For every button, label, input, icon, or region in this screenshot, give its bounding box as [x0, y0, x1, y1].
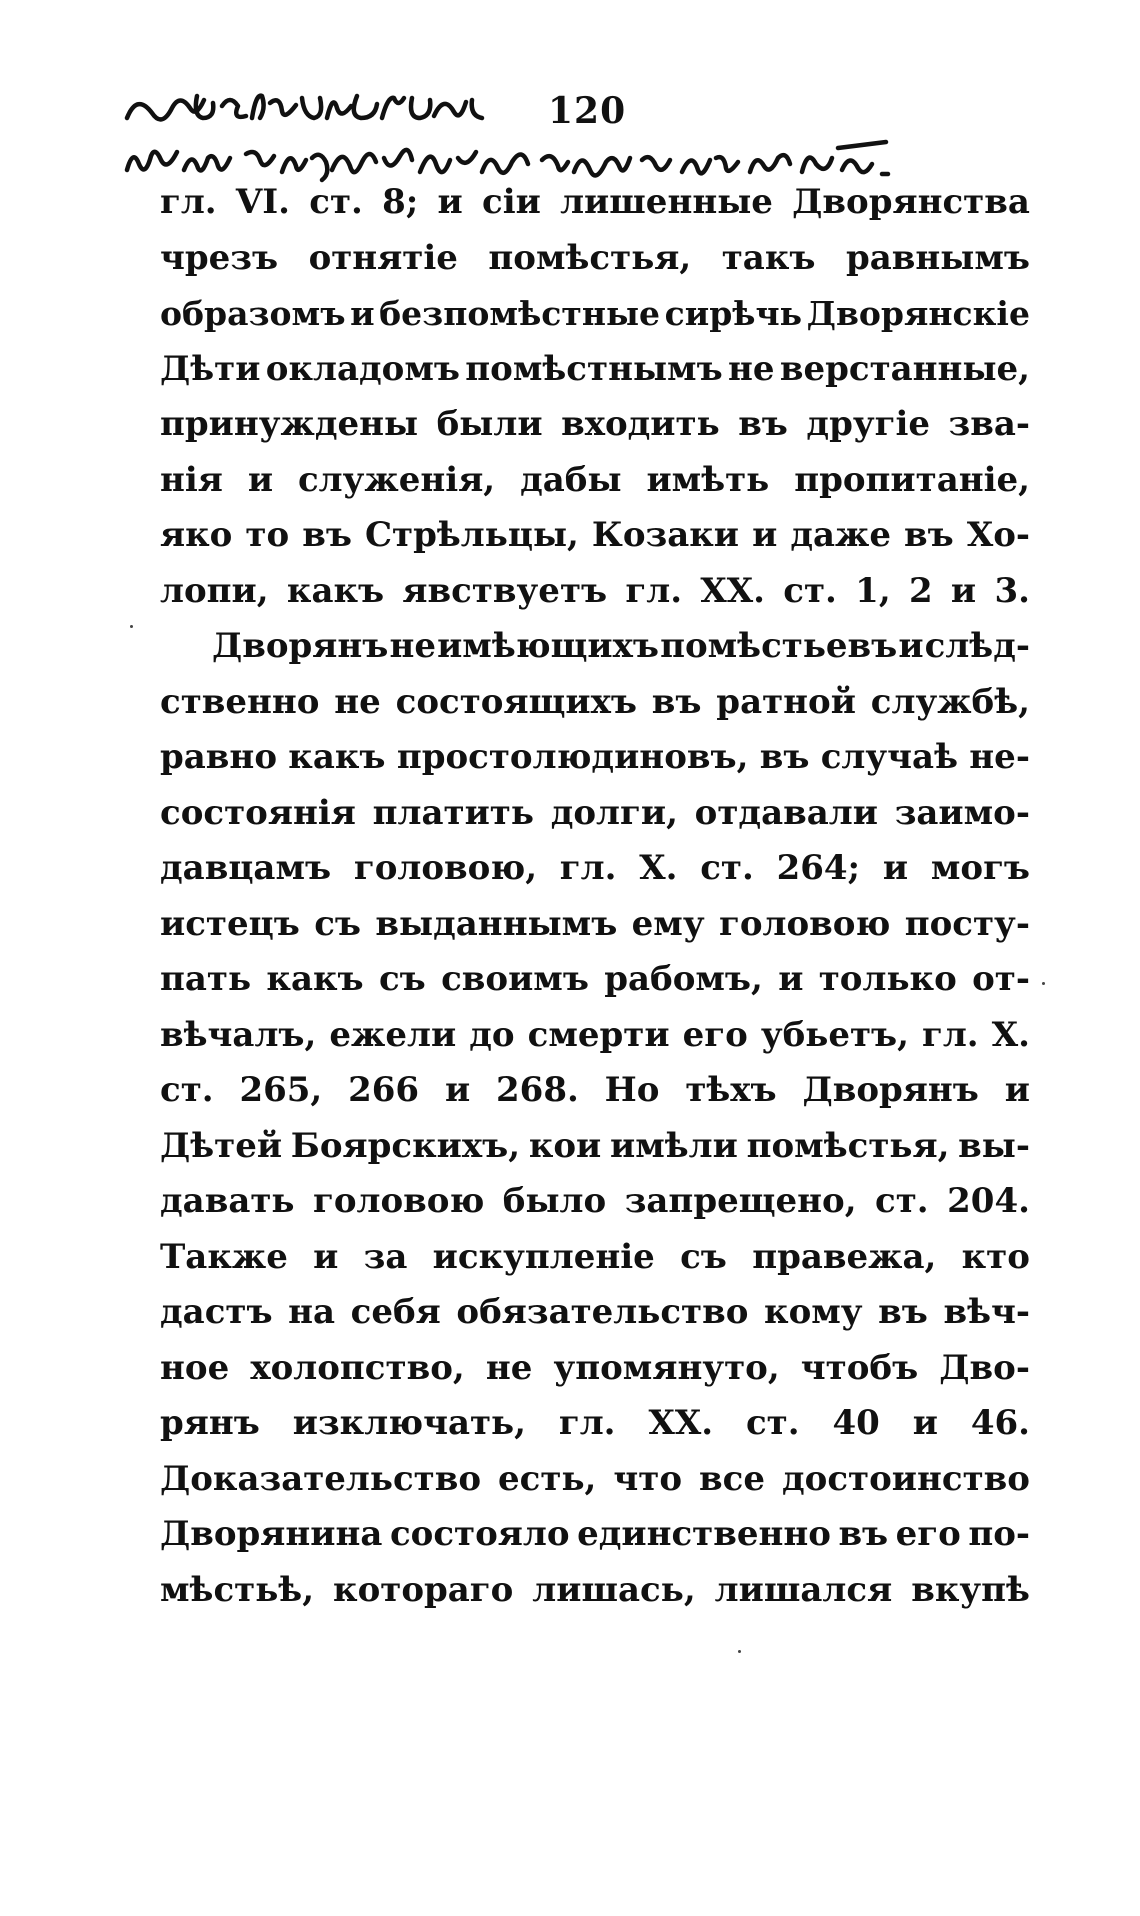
page-number: 120: [548, 90, 627, 132]
text-line: Дѣти окладомъ помѣстнымъ не верстанные,: [160, 348, 1030, 389]
text-line: ственно не состоящихъ въ ратной службѣ,: [160, 681, 1030, 722]
text-line: пать какъ съ своимъ рабомъ, и только от-: [160, 959, 1030, 999]
text-line: Также и за искупленіе съ правежа, кто: [160, 1236, 1030, 1277]
text-line: мѣстьѣ, котораго лишась, лишался вкупѣ: [160, 1569, 1030, 1610]
text-line: чрезъ отнятіе помѣстья, такъ равнымъ: [160, 237, 1030, 278]
text-line: истецъ съ выданнымъ ему головою посту-: [160, 903, 1030, 944]
text-line: образомъ и безпомѣстные сирѣчь Дворянскіе: [160, 294, 1030, 333]
text-line: рянъ изключать, гл. XX. ст. 40 и 46.: [160, 1403, 1030, 1443]
body-text: [160, 175, 1030, 1618]
text-line: дастъ на себя обязательство кому въ вѣч-: [160, 1292, 1030, 1332]
speck: [738, 1650, 741, 1653]
text-line: давцамъ головою, гл. X. ст. 264; и могъ: [160, 848, 1030, 888]
text-line: ст. 265, 266 и 268. Но тѣхъ Дворянъ и: [160, 1070, 1030, 1110]
text-line: равно какъ простолюдиновъ, въ случаѣ не-: [160, 737, 1030, 777]
text-line: гл. VI. ст. 8; и сіи лишенные Дворянства: [160, 182, 1030, 222]
text-line: ное холопство, не упомянуто, чтобъ Дво-: [160, 1347, 1030, 1388]
speck: [130, 625, 133, 628]
text-line: Дворянина состояло единственно въ его по-: [160, 1514, 1030, 1554]
text-line: давать головою было запрещено, ст. 204.: [160, 1181, 1030, 1221]
text-line: лопи, какъ явствуетъ гл. XX. ст. 1, 2 и 3.: [160, 570, 1030, 611]
text-line: нія и служенія, дабы имѣть пропитаніе,: [160, 459, 1030, 500]
text-line: вѣчалъ, ежели до смерти его убьетъ, гл. X.: [160, 1014, 1030, 1055]
text-line: яко то въ Стрѣльцы, Козаки и даже въ Хо-: [160, 515, 1030, 555]
text-line: Доказательство есть, что все достоинство: [160, 1458, 1030, 1499]
speck: [1042, 982, 1045, 985]
text-line: Дворянъ не имѣющихъ помѣстьевъ и слѣд-: [212, 626, 1030, 666]
text-line: Дѣтей Боярскихъ, кои имѣли помѣстья, вы-: [160, 1125, 1030, 1166]
text-line: состоянія платить долги, отдавали заимо-: [160, 792, 1030, 833]
text-line: принуждены были входить въ другіе зва-: [160, 404, 1030, 444]
